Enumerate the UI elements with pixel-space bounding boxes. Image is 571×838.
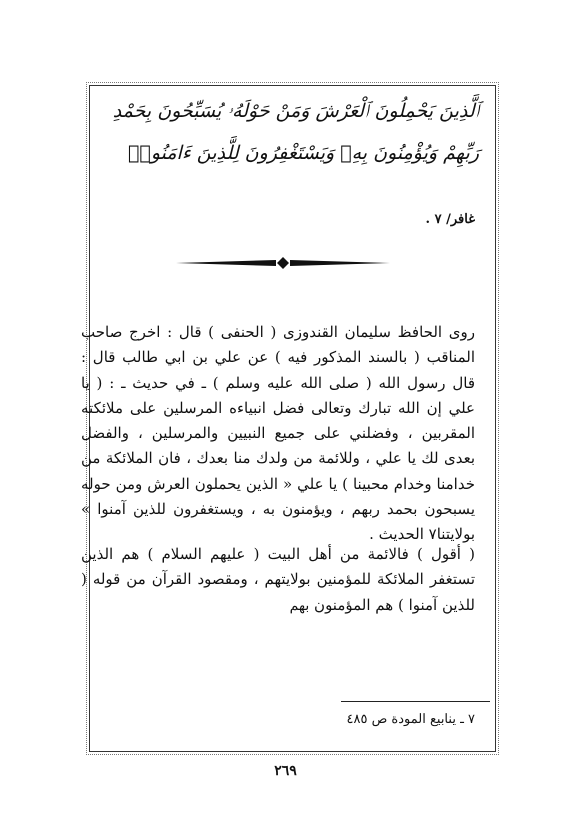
footnote: ٧ ـ ينابيع المودة ص ٤٨٥ xyxy=(346,712,475,727)
body-paragraph-1-text: روى الحافظ سليمان القندوزى ( الحنفى ) قال : اخرج صاحب المناقب ( بالسند المذكور فيه ) عن علي بن ابي طالب قال : قال رسول الله ( صلى الله عليه وسلم ) ـ في حديث ـ : ( يا علي إن الله تبارك وتعالى فضل انبياءه المرسلين على ملائكته المقربين ، وفضلني على جميع النبيين والمرسلين ، والفضل بعدى لك يا علي ، وللائمة من ولدك منا بعدك ، فان الملائكة من خدامنا وخدام محبينا ) يا علي « الذين يحملون العرش ومن حوله يسبحون بحمد ربهم ، ويؤمنون به ، ويستغفرون للذين آمنوا » بولايتنا٧ الحديث . xyxy=(81,323,475,544)
end-mark: بهم xyxy=(289,597,310,614)
body-paragraph-2 xyxy=(81,542,475,619)
ornament-right-taper xyxy=(290,260,390,266)
ornament-center-diamond xyxy=(277,257,289,269)
ornament-divider xyxy=(176,256,390,270)
quran-verse-line-2: رَبِّهِمْ وَيُؤْمِنُونَ بِهِۦ وَيَسْتَغْفِرُونَ لِلَّذِينَ ءَامَنُوا۟ xyxy=(128,142,479,164)
ornament-left-taper xyxy=(176,260,276,266)
footnote-separator xyxy=(341,701,490,702)
body-paragraph-1 xyxy=(81,320,475,548)
quran-verse-line-1: ٱلَّذِينَ يَحْمِلُونَ ٱلْعَرْشَ وَمَنْ حَوْلَهُۥ يُسَبِّحُونَ بِحَمْدِ xyxy=(112,100,479,122)
body-paragraph-2-text: ( أقول ) فالائمة من أهل البيت ( عليهم السلام ) هم الذين تستغفر الملائكة للمؤمنين بولايتهم ، ومقصود القرآن من قوله ( للذين آمنوا ) هم المؤمنون xyxy=(81,545,475,614)
page-number: ٢٦٩ xyxy=(274,763,297,779)
verse-reference: غافر/ ٧ . xyxy=(425,212,475,227)
